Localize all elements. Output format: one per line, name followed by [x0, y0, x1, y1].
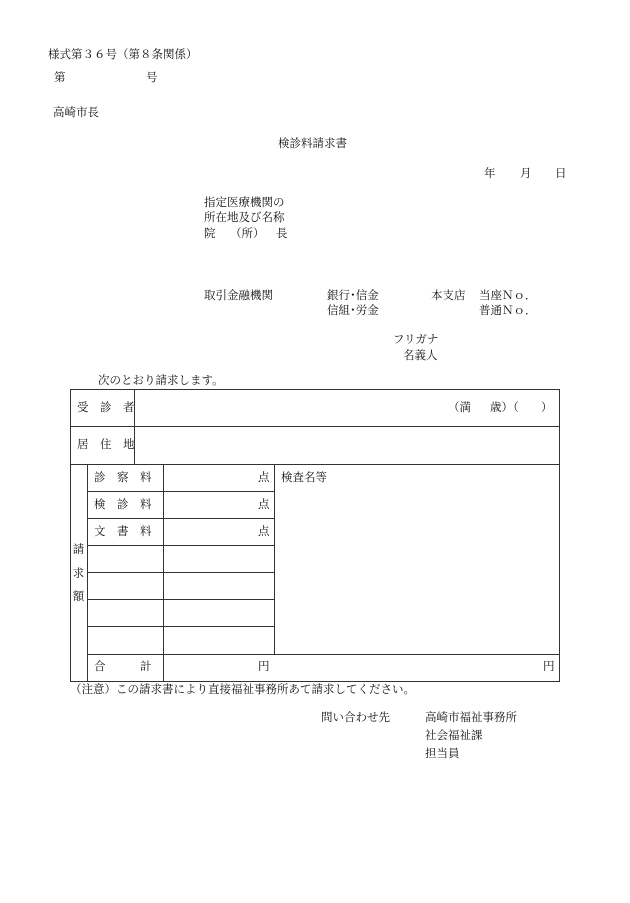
- address-label: 居 住 地: [77, 437, 135, 451]
- holder-furigana: フリガナ: [393, 332, 439, 346]
- exam-name-label: 検査名等: [281, 470, 327, 484]
- contact-office: 高崎市福祉事務所: [425, 710, 517, 724]
- total-unit: 円: [258, 659, 270, 673]
- holder-name: 名義人: [403, 348, 438, 362]
- item-unit-exam: 点: [258, 470, 270, 484]
- note: （注意）この請求書により直接福祉事務所あて請求してください。: [70, 682, 415, 696]
- contact-dept: 社会福祉課: [425, 728, 483, 742]
- intro-text: 次のとおり請求します。: [98, 373, 224, 387]
- bank-type2: 信組･労金: [327, 303, 379, 317]
- number-suffix: 号: [146, 70, 158, 84]
- age-close: ）: [541, 400, 553, 414]
- claim-char-1: 請: [72, 542, 85, 556]
- date-day: 日: [555, 166, 567, 180]
- age-label: 歳）（: [490, 400, 519, 414]
- item-label-checkup: 検 診 料: [94, 497, 152, 511]
- item-label-document: 文 書 料: [94, 524, 152, 538]
- patient-label: 受 診 者: [77, 400, 135, 414]
- applicant-line2: 所在地及び名称: [204, 210, 285, 224]
- contact-staff: 担当員: [425, 746, 460, 760]
- item-unit-document: 点: [258, 524, 270, 538]
- number-prefix: 第: [54, 70, 66, 84]
- form-id: 様式第３６号（第８条関係）: [48, 47, 198, 61]
- applicant-line1: 指定医療機関の: [204, 195, 285, 209]
- total-label: 合 計: [94, 659, 152, 673]
- addressee: 高崎市長: [53, 105, 99, 119]
- bank-type1: 銀行･信金: [327, 288, 379, 302]
- item-label-exam: 診 察 料: [94, 470, 152, 484]
- item-unit-checkup: 点: [258, 497, 270, 511]
- account-current: 当座Ｎｏ．: [479, 288, 537, 302]
- date-month: 月: [520, 166, 532, 180]
- page-title: 検診料請求書: [278, 136, 347, 150]
- director-2: （所）: [230, 226, 265, 240]
- director-3: 長: [276, 226, 288, 240]
- account-ordinary: 普通Ｎｏ．: [479, 303, 537, 317]
- bank-branch: 本支店: [431, 288, 466, 302]
- claim-char-2: 求: [72, 566, 85, 580]
- total-unit-right: 円: [543, 659, 555, 673]
- date-year: 年: [484, 166, 496, 180]
- age-open: （満: [448, 400, 471, 414]
- contact-label: 問い合わせ先: [321, 710, 390, 724]
- claim-char-3: 額: [72, 589, 85, 603]
- director-1: 院: [204, 226, 216, 240]
- bank-label: 取引金融機関: [204, 288, 273, 302]
